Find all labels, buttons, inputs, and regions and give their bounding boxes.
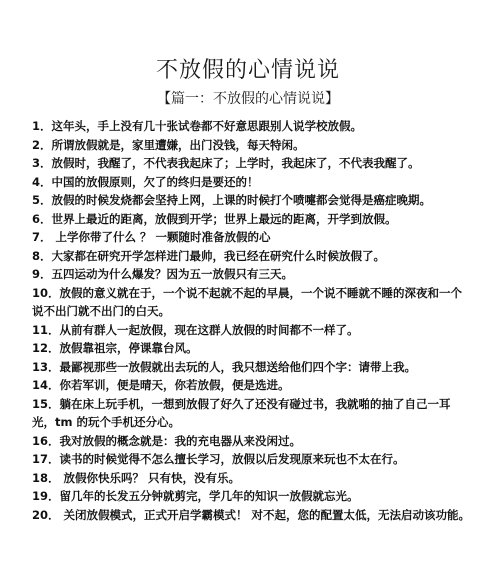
paragraph-6: 6．世界上最近的距离，放假到开学；世界上最远的距离，开学到放假。 [32,211,397,226]
paragraph-8: 8．大家都在研究开学怎样进门最帅，我已经在研究什么时候放假了。 [32,248,385,263]
paragraph-3: 3．放假时，我醒了，不代表我起床了；上学时，我起床了，不代表我醒了。 [32,156,420,170]
paragraph-20: 20． 关闭放假模式，正式开启学霸模式！ 对不起，您的配置太低，无法启动该功能。 [32,507,471,522]
paragraph-15: 15．躺在床上玩手机，一想到放假了好久了还没有碰过书，我就啪的抽了自己一耳光，tm 的玩个手机还分心。 [32,396,451,429]
paragraph-1: 1．这年头，手上没有几十张试卷都不好意思跟别人说学校放假。 [32,119,362,133]
paragraph-11: 11．从前有群人一起放假，现在这群人放假的时间都不一样了。 [32,322,359,337]
document-title: 不放假的心情说说 [155,58,340,83]
paragraph-17: 17．读书的时候觉得不怎么擅长学习，放假以后发现原来玩也不太在行。 [32,452,405,466]
paragraph-5: 5．放假的时候发烧都会坚持上网，上课的时候打个喷嚏都会觉得是癌症晚期。 [32,193,431,207]
paragraph-19: 19．留几年的长发五分钟就剪完，学几年的知识一放假就忘光。 [32,489,359,503]
paragraph-4: 4．中国的放假原则，欠了的终归是要还的！ [32,174,259,189]
paragraph-9: 9．五四运动为什么爆发？因为五一放假只有三天。 [32,267,293,281]
document-body [32,117,472,524]
paragraph-18: 18． 放假你快乐吗？ 只有快，没有乐。 [32,470,241,485]
paragraph-14: 14．你若军训，便是晴天，你若放假，便是选进。 [32,378,290,392]
document-subtitle: 【篇一：不放假的心情说说】 [157,91,339,107]
paragraph-12: 12．放假靠祖宗，停课靠台风。 [32,341,198,355]
paragraph-13: 13．最鄙视那些一放假就出去玩的人，我只想送给他们四个字：请带上我。 [32,359,416,374]
paragraph-10: 10．放假的意义就在于，一个说不起就不起的早晨，一个说不睡就不睡的深夜和一个说不出门就不出门的白天。 [32,285,462,318]
paragraph-16: 16．我对放假的概念就是：我的充电器从来没闲过。 [32,433,302,448]
paragraph-7: 7． 上学你带了什么 ？ 一颗随时准备放假的心 [32,230,271,244]
paragraph-2: 2．所谓放假就是，家里遭嫌，出门没钱，每天特闲。 [32,137,305,152]
